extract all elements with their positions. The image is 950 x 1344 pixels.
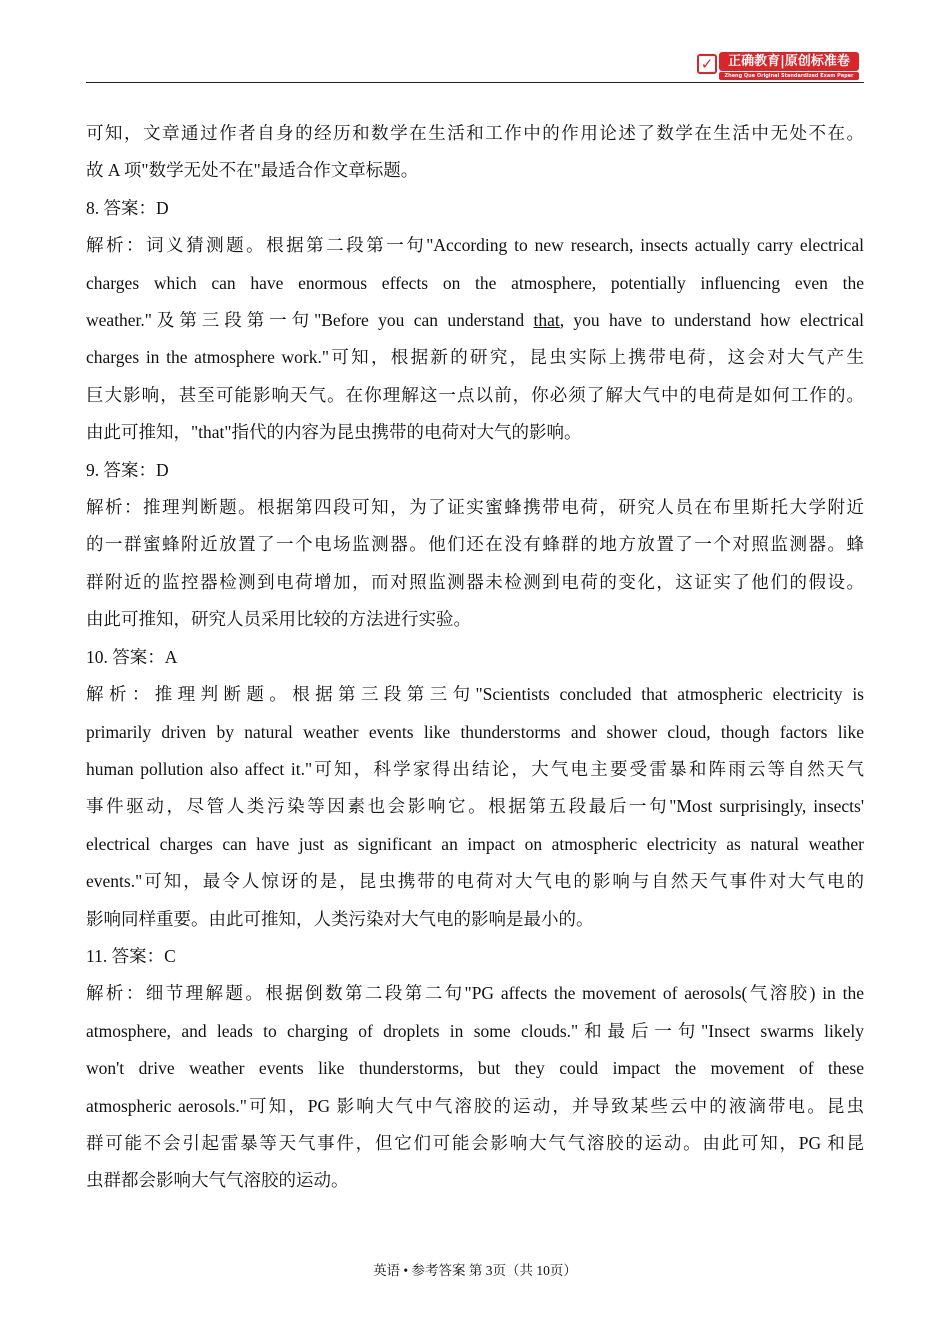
line-text: won't drive weather events like thunderstorms, but they could impact the movement of these	[86, 1058, 864, 1079]
underlined-word: that	[533, 310, 560, 331]
line-text: 的一群蜜蜂附近放置了一个电场监测器。他们还在没有蜂群的地方放置了一个对照监测器。蜂	[86, 534, 864, 555]
text-line	[86, 564, 864, 601]
text-line	[86, 601, 864, 638]
checkmark-icon: ✓	[697, 54, 717, 74]
line-text: , you have to understand how electrical	[559, 310, 864, 331]
text-line	[86, 1050, 864, 1087]
text-line	[86, 901, 864, 938]
line-text: charges which can have enormous effects on the atmosphere, potentially influencing even the	[86, 272, 864, 293]
line-text: 虫群都会影响大气气溶胶的运动。	[86, 1170, 349, 1191]
line-text: atmosphere, and leads to charging of droplets in some clouds."和最后一句"Insect swarms likely	[86, 1020, 864, 1041]
line-text: 群附近的监控器检测到电荷增加，而对照监测器未检测到电荷的变化，这证实了他们的假设。	[86, 571, 864, 592]
logo-text: 正确教育|原创标准卷	[719, 52, 859, 71]
text-line	[86, 489, 864, 526]
line-text: 10. 答案：A	[86, 646, 178, 667]
text-line	[86, 826, 864, 863]
line-text: 由此可推知，研究人员采用比较的方法进行实验。	[86, 609, 471, 630]
text-line	[86, 788, 864, 825]
line-text: 解析：推理判断题。根据第三段第三句"Scientists concluded that atmospheric electricity is	[86, 684, 864, 705]
line-text: 影响同样重要。由此可推知，人类污染对大气电的影响是最小的。	[86, 908, 594, 929]
line-text: 9. 答案：D	[86, 459, 169, 480]
line-text: 解析：推理判断题。根据第四段可知，为了证实蜜蜂携带电荷，研究人员在布里斯托大学附近	[86, 497, 864, 518]
text-line	[86, 676, 864, 713]
text-line	[86, 452, 864, 489]
text-line	[86, 227, 864, 264]
header-divider	[86, 82, 864, 83]
text-line	[86, 975, 864, 1012]
text-line	[86, 1013, 864, 1050]
answer-text	[86, 115, 864, 1200]
text-line	[86, 1088, 864, 1125]
line-text: 事件驱动，尽管人类污染等因素也会影响它。根据第五段最后一句"Most surprisingly, insects'	[86, 796, 864, 817]
text-line	[86, 302, 864, 339]
text-line	[86, 265, 864, 302]
line-text: 8. 答案：D	[86, 197, 169, 218]
text-line	[86, 639, 864, 676]
text-line	[86, 339, 864, 376]
text-line	[86, 115, 864, 152]
page-footer: 英语 • 参考答案 第 3页（共 10页）	[373, 1263, 577, 1278]
publisher-logo	[697, 52, 859, 80]
text-line	[86, 863, 864, 900]
line-text: 解析：词义猜测题。根据第二段第一句"According to new research, insects actually carry electrical	[86, 235, 864, 256]
text-line	[86, 152, 864, 189]
line-text: events."可知，最令人惊讶的是，昆虫携带的电荷对大气电的影响与自然天气事件对大气电的	[86, 871, 864, 892]
line-text: 由此可推知，"that"指代的内容为昆虫携带的电荷对大气的影响。	[86, 422, 582, 443]
line-text: 可知，文章通过作者自身的经历和数学在生活和工作中的作用论述了数学在生活中无处不在。	[86, 123, 864, 143]
line-text: 巨大影响，甚至可能影响天气。在你理解这一点以前，你必须了解大气中的电荷是如何工作的。	[86, 384, 864, 405]
line-text: primarily driven by natural weather events like thunderstorms and shower cloud, though factors like	[86, 721, 864, 742]
text-line	[86, 714, 864, 751]
line-text: 解析：细节理解题。根据倒数第二段第二句"PG affects the movement of aerosols(气溶胶) in the	[86, 983, 864, 1004]
text-line	[86, 1162, 864, 1199]
logo-subtitle: Zheng Que Original Standardized Exam Paper	[719, 72, 859, 80]
text-line	[86, 414, 864, 451]
text-line	[86, 938, 864, 975]
text-line	[86, 751, 864, 788]
line-text: 故 A 项"数学无处不在"最适合作文章标题。	[86, 160, 419, 181]
text-line	[86, 377, 864, 414]
line-text: charges in the atmosphere work."可知，根据新的研究，昆虫实际上携带电荷，这会对大气产生	[86, 347, 864, 368]
line-text: human pollution also affect it."可知，科学家得出结论，大气电主要受雷暴和阵雨云等自然天气	[86, 758, 864, 779]
text-line	[86, 1125, 864, 1162]
line-text: 群可能不会引起雷暴等天气事件，但它们可能会影响大气气溶胶的运动。由此可知，PG 和昆	[86, 1132, 864, 1153]
text-line	[86, 190, 864, 227]
line-text: 11. 答案：C	[86, 945, 176, 966]
line-text: weather."及第三段第一句"Before you can understand	[86, 310, 534, 331]
line-text: electrical charges can have just as significant an impact on atmospheric electricity as natural weather	[86, 833, 864, 854]
line-text: atmospheric aerosols."可知，PG 影响大气中气溶胶的运动，并导致某些云中的液滴带电。昆虫	[86, 1095, 864, 1116]
text-line	[86, 526, 864, 563]
